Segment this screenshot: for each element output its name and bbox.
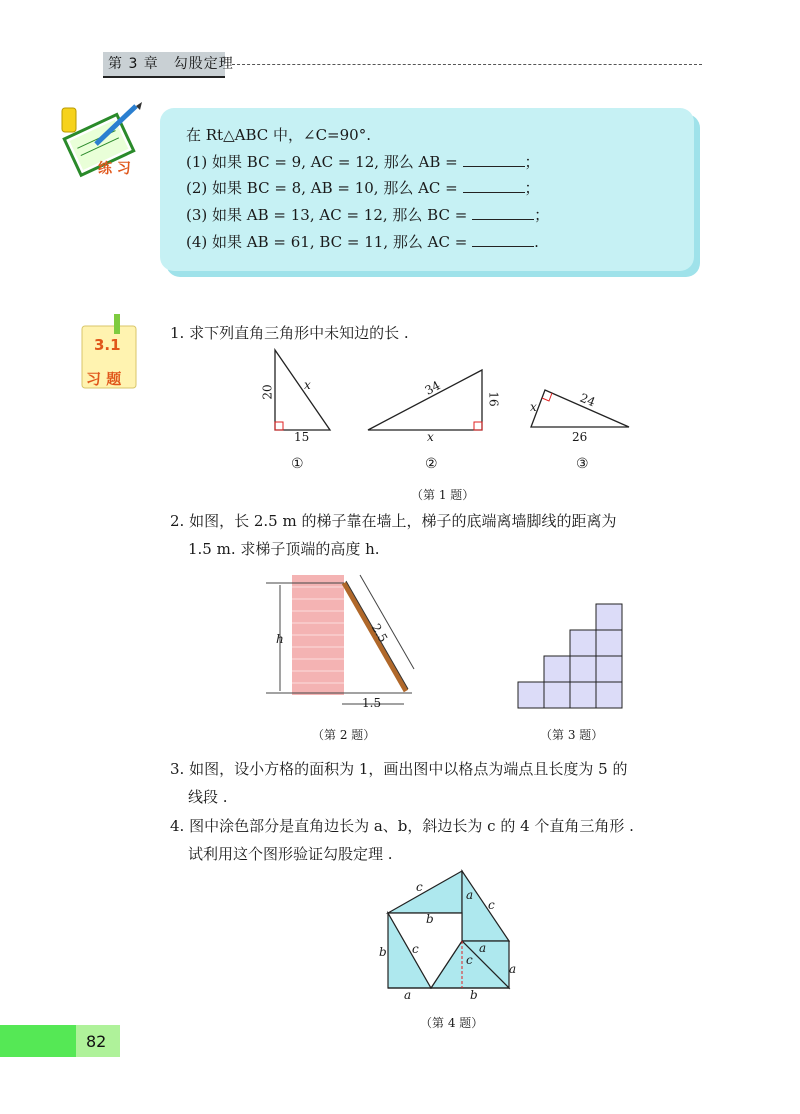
question-3-line2: 线段 .	[188, 788, 228, 806]
t2-side: 16	[486, 391, 501, 407]
t1-side-b: 15	[294, 430, 310, 444]
ladder-wall-figure	[262, 565, 422, 715]
fig4-label-a: a	[479, 941, 487, 955]
question-2-line1: 2. 如图，长 2.5 m 的梯子靠在墙上，梯子的底端离墙脚线的距离为	[170, 512, 617, 530]
fig4-label-b: b	[379, 945, 387, 959]
fig4-label-a: a	[466, 888, 474, 902]
t2-marker: ②	[425, 456, 438, 472]
t3-hyp: 24	[577, 390, 598, 410]
height-label: h	[276, 632, 284, 646]
chapter-title: 第 3 章 勾股定理	[108, 56, 234, 72]
triangle-figure-3	[525, 382, 635, 432]
exercise-number: 3.1	[94, 336, 121, 354]
question-3-line1: 3. 如图，设小方格的面积为 1，画出图中以格点为端点且长度为 5 的	[170, 760, 628, 778]
t1-side-a: 20	[260, 384, 275, 400]
t1-hyp: x	[304, 378, 311, 392]
figure-4-caption: （第 4 题）	[420, 1016, 484, 1030]
fig4-label-a: a	[404, 988, 412, 1002]
t2-base: x	[427, 430, 434, 444]
practice-item: (3) 如果 AB = 13, AC = 12, 那么 BC = ；	[186, 206, 550, 224]
t3-side: x	[530, 400, 537, 414]
figure-1-caption: （第 1 题）	[411, 488, 475, 502]
t3-marker: ③	[576, 456, 589, 472]
question-4-line2: 试利用这个图形验证勾股定理 .	[188, 845, 393, 863]
question-1: 1. 求下列直角三角形中未知边的长 .	[170, 324, 409, 342]
t2-hyp: 34	[422, 378, 443, 398]
question-4-line1: 4. 图中涂色部分是直角边长为 a、b，斜边长为 c 的 4 个直角三角形 .	[170, 817, 634, 835]
ladder-label: 2.5	[368, 621, 391, 645]
practice-intro: 在 Rt△ABC 中，∠C=90°.	[186, 126, 371, 144]
practice-badge: 练 习	[98, 161, 131, 177]
fig4-label-c: c	[416, 880, 423, 894]
practice-item: (1) 如果 BC = 9, AC = 12, 那么 AB = ；	[186, 153, 540, 171]
practice-item: (4) 如果 AB = 61, BC = 11, 那么 AC = .	[186, 233, 539, 251]
page-number-bar	[0, 1025, 76, 1057]
staircase-grid-figure	[514, 602, 626, 710]
triangle-figure-2	[360, 365, 500, 440]
page-number: 82	[86, 1032, 107, 1051]
fig4-label-c: c	[488, 898, 495, 912]
t3-base: 26	[572, 430, 588, 444]
figure-3-caption: （第 3 题）	[540, 728, 604, 742]
fig4-label-a: a	[509, 962, 517, 976]
question-2-line2: 1.5 m. 求梯子顶端的高度 h.	[188, 540, 380, 558]
fig4-label-c: c	[412, 942, 419, 956]
figure-2-caption: （第 2 题）	[312, 728, 376, 742]
header-divider	[232, 64, 702, 65]
base-label: 1.5	[362, 696, 382, 710]
t1-marker: ①	[291, 456, 304, 472]
practice-item: (2) 如果 BC = 8, AB = 10, 那么 AC = ；	[186, 179, 540, 197]
fig4-label-b: b	[426, 912, 434, 926]
fig4-label-b: b	[470, 988, 478, 1002]
exercise-label: 习 题	[86, 370, 122, 388]
fig4-label-c: c	[466, 953, 473, 967]
pythagoras-proof-figure	[385, 868, 520, 993]
